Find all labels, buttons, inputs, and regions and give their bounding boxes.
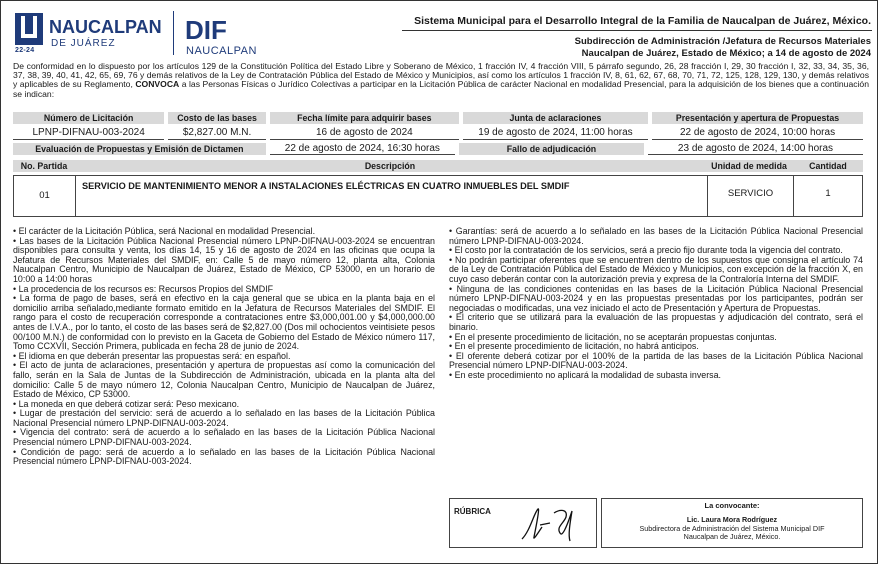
- schedule-header: Junta de aclaraciones: [463, 112, 648, 124]
- condition-item: • La forma de pago de bases, será en efectivo en la caja general que se ubica en la planta baja en el domicilio arriba señalado,mediante formato emitido en la Jefatura de Recursos Materiales del SMDIF. El rango para el costo de recuperación corresponde a contrataciones entre $3,000,001.00 y $4,000,000.00 antes de I.V.A., por lo tanto, el costo de las bases será de $2,827.00 (Dos mil ochocientos veintisiete pesos 00/100 M.N.) de conformidad con lo previsto en la Gaceta de Gobierno del Estado de México número 117, Tomo CCXVII, Sección Primera, publicada en fecha 28 de junio de 2024.: [13, 293, 435, 352]
- handwritten-signature: [516, 503, 592, 545]
- condition-item: • Garantías: será de acuerdo a lo señalado en las bases de la Licitación Pública Nacional Presencial número LPNP-DIFNAU-003-2024.: [449, 226, 863, 246]
- signature-area: [449, 498, 863, 548]
- condition-item: • La procedencia de los recursos es: Recursos Propios del SMDIF: [13, 283, 274, 294]
- logo-name: NAUCALPAN: [49, 17, 162, 37]
- convocante-role: Subdirectora de Administración del Sistema Municipal DIF: [639, 523, 825, 533]
- partidas-col-cantidad: Cantidad: [809, 161, 847, 171]
- partidas-header: [13, 160, 863, 172]
- logo-year: 22-24: [15, 47, 35, 54]
- header: [7, 5, 873, 57]
- partida-unit: SERVICIO: [708, 176, 794, 216]
- intro-text-after: a las Personas Físicas o Jurídico Colectivas a participar en la Licitación Pública de carácter Nacional en modalidad Presencial, para la adquisición de los bienes que a continuación se indican:: [13, 79, 869, 99]
- organization-subtitle: Subdirección de Administración /Jefatura de Recursos Materiales: [574, 36, 871, 47]
- proposal-opening: 22 de agosto de 2024, 10:00 horas: [652, 125, 863, 140]
- title-divider: [402, 30, 872, 31]
- condition-item: • El costo por la contratación de los servicios, será a precio fijo durante toda la vigencia del contrato.: [449, 245, 843, 256]
- conditions-right-column: [449, 227, 863, 381]
- convocante-box: [601, 498, 863, 548]
- naucalpan-emblem-icon: [15, 13, 43, 45]
- table-row: [13, 175, 863, 217]
- rubrica-box: [449, 498, 597, 548]
- bases-cost: $2,827.00 M.N.: [168, 125, 266, 140]
- condition-item: • Lugar de prestación del servicio: será de acuerdo a lo señalado en las bases de la Licitación Pública Nacional Presencial número LPNP-DIFNAU-003-2024.: [13, 408, 435, 428]
- intro-paragraph: [13, 62, 869, 99]
- evaluation-row: [13, 143, 863, 155]
- dif-subtitle: NAUCALPAN: [186, 45, 257, 57]
- partidas-col-unidad: Unidad de medida: [711, 161, 787, 171]
- convocante-name: Lic. Laura Mora Rodríguez: [686, 515, 778, 525]
- schedule-header: Fecha límite para adquirir bases: [270, 112, 459, 124]
- condition-item: • Condición de pago: será de acuerdo a lo señalado en las bases de la Licitación Pública Nacional Presencial número LPNP-DIFNAU-003-2024.: [13, 446, 435, 467]
- logo-subtitle: DE JUÁREZ: [51, 38, 116, 49]
- intro-convoca: CONVOCA: [135, 79, 180, 90]
- rubrica-label: RÚBRICA: [454, 507, 491, 516]
- condition-item: • En este procedimiento no aplicará la modalidad de subasta inversa.: [449, 369, 721, 380]
- schedule-header-row: [13, 112, 863, 124]
- condition-item: • El carácter de la Licitación Pública, será Nacional en modalidad Presencial.: [13, 226, 316, 236]
- evaluation-label: Evaluación de Propuestas y Emisión de Dictamen: [13, 143, 266, 155]
- conditions-left-column: [13, 227, 435, 467]
- document-date: Naucalpan de Juárez, Estado de México; a 14 de agosto de 2024: [581, 48, 871, 59]
- condition-item: • El acto de junta de aclaraciones, presentación y apertura de propuestas así como la comunicación del fallo, serán en la Sala de Juntas de la Subdirección de Administración, ubicada en la planta alta del domicilio: Calle 5 de mayo número 12, Colonia Naucalpan Centro, Municipio de Naucalpan de Juárez, Estado de México, CP 53000.: [13, 360, 435, 400]
- condition-item: • El idioma en que deberán presentar las propuestas será: en español.: [13, 350, 291, 361]
- evaluation-date: 22 de agosto de 2024, 16:30 horas: [270, 143, 455, 155]
- logo-divider: [173, 11, 174, 55]
- clarification-meeting: 19 de agosto de 2024, 11:00 horas: [463, 125, 648, 140]
- intro-text-before: De conformidad en lo dispuesto por los artículos 129 de la Constitución Política del Estado Libre y Soberano de México, 1 fracción IV, 4 fracción VIII, 5 párrafo segundo, 26, 28 fracción I, 29, 30 fracción I, 32, 33, 34, 35, 36, 37, 38, 39, 40, 41, 42, 65, 69, 76 y demás relativos de la Ley de Contratación Pública del Estado de México y Municipios, así como los artículos 1 fracción IV, 8, 61, 62, 67, 68, 70, 71, 72, 125, 128, 129, 130, y demás relativos y aplicables de su Reglamento,: [13, 61, 869, 90]
- schedule-values-row: [13, 125, 863, 140]
- bases-deadline: 16 de agosto de 2024: [270, 125, 459, 140]
- convocante-label: La convocante:: [704, 501, 760, 510]
- condition-item: • Ninguna de las condiciones contenidas en las bases de la Licitación Pública Nacional Presencial número LPNP-DIFNAU-003-2024 y en las propuestas presentadas por los participantes, podrán ser negociadas o modificadas, una vez iniciado el acto de Presentación y Apertura de Propuestas.: [449, 283, 863, 313]
- partida-quantity: 1: [825, 188, 831, 199]
- condition-item: • El criterio que se utilizará para la evaluación de las propuestas y adjudicación del contrato, será el binario.: [449, 312, 863, 332]
- condition-item: • Vigencia del contrato: será de acuerdo a lo señalado en las bases de la Licitación Pública Nacional Presencial número LPNP-DIFNAU-003-2024.: [13, 427, 435, 448]
- schedule-header: Número de Licitación: [13, 112, 164, 124]
- partida-number: 01: [14, 176, 76, 216]
- naucalpan-logo: [15, 11, 270, 57]
- organization-title: Sistema Municipal para el Desarrollo Integral de la Familia de Naucalpan de Juárez, México.: [414, 15, 871, 27]
- partidas-col-no: No. Partida: [20, 161, 68, 171]
- convocante-place: Naucalpan de Juárez, México.: [683, 532, 781, 542]
- schedule-header: Costo de las bases: [168, 112, 266, 124]
- dif-logo: DIF: [185, 15, 227, 45]
- partidas-col-descripcion: Descripción: [364, 161, 416, 171]
- condition-item: • El oferente deberá cotizar por el 100% de la partida de las bases de la Licitación Pública Nacional Presencial número LPNP-DIFNAU-003-2024.: [449, 350, 863, 371]
- partida-description: SERVICIO DE MANTENIMIENTO MENOR A INSTALACIONES ELÉCTRICAS EN CUATRO INMUEBLES DEL SMDIF: [76, 176, 708, 216]
- condition-item: • La moneda en que deberá cotizar será: Peso mexicano.: [13, 398, 240, 409]
- fallo-date: 23 de agosto de 2024, 14:00 horas: [648, 143, 863, 155]
- condition-item: • En el presente procedimiento de licitación, no se aceptarán propuestas conjuntas.: [449, 331, 777, 342]
- schedule-header: Presentación y apertura de Propuestas: [652, 112, 863, 124]
- condition-item: • En el presente procedimiento de licitación, no habrá anticipos.: [449, 341, 699, 352]
- fallo-label: Fallo de adjudicación: [459, 143, 644, 155]
- condition-item: • No podrán participar oferentes que se encuentren dentro de los supuestos que consigna el artículo 74 de la Ley de Contratación Pública del Estado de México y Municipios, con excepción de la fracción X, en cuyo caso deberán contar con la autorización previa y expresa de la Contraloría Interna del SMDIF.: [449, 254, 863, 284]
- condition-item: • Las bases de la Licitación Pública Nacional Presencial número LPNP-DIFNAU-003-2024 se encuentran disponibles para consulta y venta, los días 14, 15 y 16 de agosto de 2024 en las oficinas que ocupa la Jefatura de Recursos Materiales del SMDIF, en: Calle 5 de mayo número 12, planta alta, Colonia Naucalpan Centro, Municipio de Naucalpan de Juárez, Estado de México, CP 53000, en un horario de 10:00 a 14:00 horas: [13, 235, 435, 284]
- licitacion-number: LPNP-DIFNAU-003-2024: [13, 125, 164, 140]
